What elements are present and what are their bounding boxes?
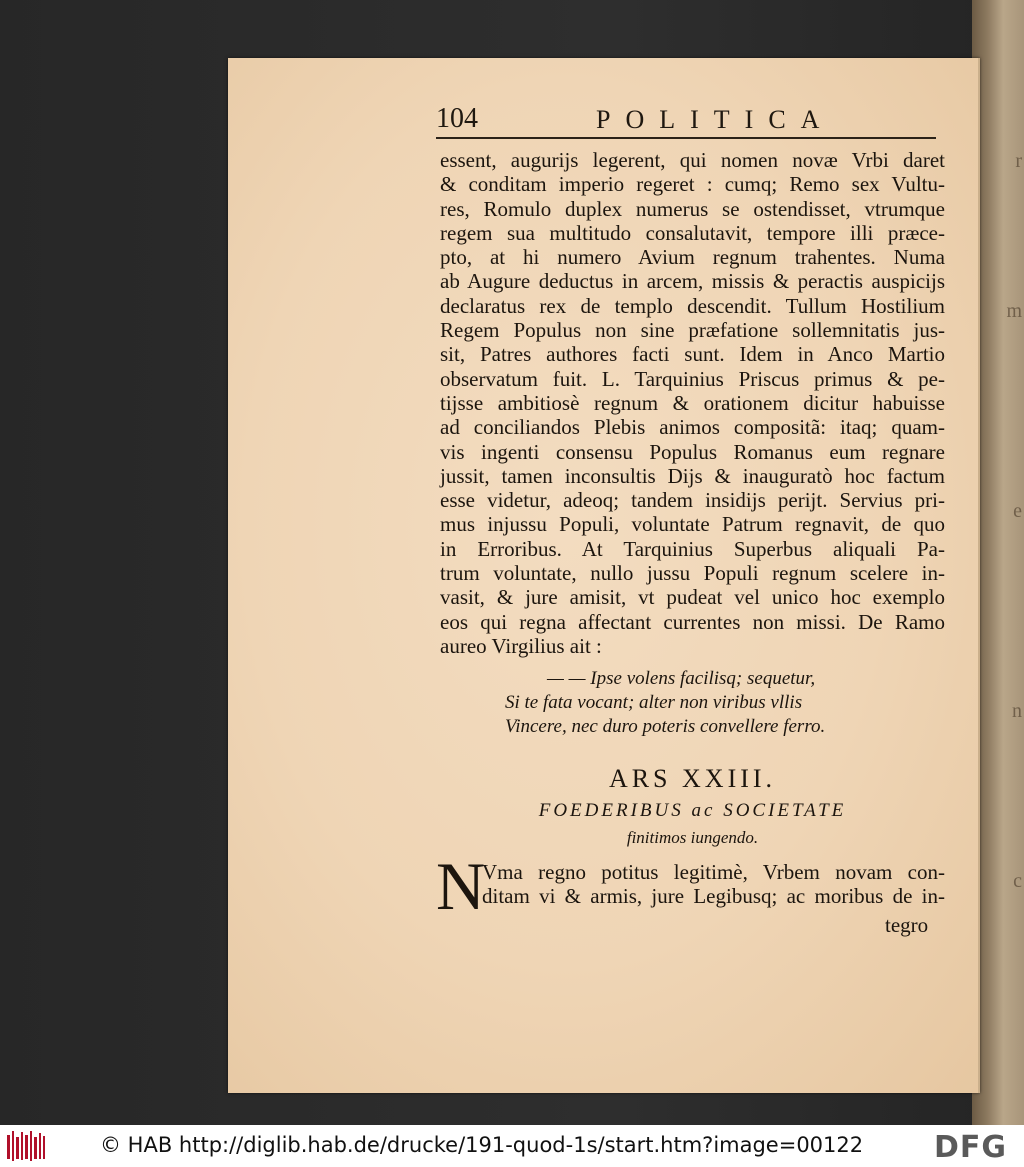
text-line: vasit, & jure amisit, vt pudeat vel unico hoc exemplo [440,585,945,610]
text-line: declaratus rex de templo descendit. Tullum Hostilium [440,293,945,318]
text-line: Regem Populus non sine præfatione sollemnitatis jus- [440,318,945,343]
verse-quote [505,667,865,739]
text-line: observatum fuit. L. Tarquinius Priscus primus & pe- [440,366,945,391]
text-line: trum voluntate, nullo jussu Populi regnum scelere in- [440,561,945,586]
text-line: jussit, tamen inconsultis Dijs & inauguratò hoc factum [440,463,945,488]
bleed-letter: n [1012,700,1022,722]
text-line: aureo Virgilius ait : [440,633,602,658]
text-line: regem sua multitudo consalutavit, tempore illi præce- [440,220,945,245]
catchword: tegro [885,913,929,937]
text-line: in Erroribus. At Tarquinius Superbus aliquali Pa- [440,536,945,561]
text-line: eos qui regna affectant currentes non missi. De Ramo [440,609,945,634]
header-rule [436,137,936,139]
bleed-letter: m [1006,300,1022,322]
text-line: esse videtur, adeoq; tandem insidijs perijt. Servius pri- [440,488,945,513]
bleed-letter: c [1013,870,1022,892]
text-line: vis ingenti consensu Populus Romanus eum regnare [440,439,945,464]
text-line: ad conciliandos Plebis animos compositã: itaq; quam- [440,415,945,440]
verse-line: Si te fata vocant; alter non viribus vllis [505,692,803,713]
svg-text:DFG: DFG [934,1130,1008,1162]
footer-bar [0,1125,1024,1167]
text-line: res, Romulo duplex numerus se ostendisset, vtrumque [440,196,945,221]
text-line: ab Augure deductus in arcem, missis & peractis auspicijs [440,269,945,294]
text-line: essent, augurijs legerent, qui nomen novæ Vrbi daret [440,148,945,172]
text-line: tijsse ambitiosè regnum & orationem dicitur habuisse [440,390,945,415]
text-line: Vma regno potitus legitimè, Vrbem novam con- [482,860,945,884]
dfg-logo-icon [932,1130,1018,1162]
section-number: ARS XXIII. [608,764,777,793]
running-title: POLITICA [596,105,835,134]
section-title: FOEDERIBUS ac SOCIETATE [538,800,847,821]
verse-line: Vincere, nec duro poteris convellere ferro. [505,716,826,737]
section-heading [440,764,945,848]
text-line: ditam vi & armis, jure Legibusq; ac moribus de in- [482,884,945,909]
page-number: 104 [436,103,478,134]
text-line: mus injussu Populi, voluntate Patrum regnavit, de quo [440,512,945,537]
text-line: pto, at hi numero Avium regnum trahentes. Numa [440,245,945,270]
bleed-letter: r [1015,150,1022,172]
text-line: sit, Patres authores facti sunt. Idem in Anco Martio [440,342,945,367]
section-title-cont: finitimos iungendo. [626,828,759,847]
main-paragraph [440,148,945,658]
page-header [436,103,936,139]
hab-logo-icon [6,1129,46,1163]
bleed-letter: e [1013,500,1022,522]
text-line: & conditam imperio regeret : cumq; Remo sex Vultu- [440,172,945,197]
drop-capital: N [436,848,486,924]
verse-line: — — Ipse volens facilisq; sequetur, [547,668,816,689]
copyright-url[interactable]: © HAB http://diglib.hab.de/drucke/191-quod-1s/start.htm?image=00122 [100,1133,864,1157]
second-paragraph [482,860,945,909]
